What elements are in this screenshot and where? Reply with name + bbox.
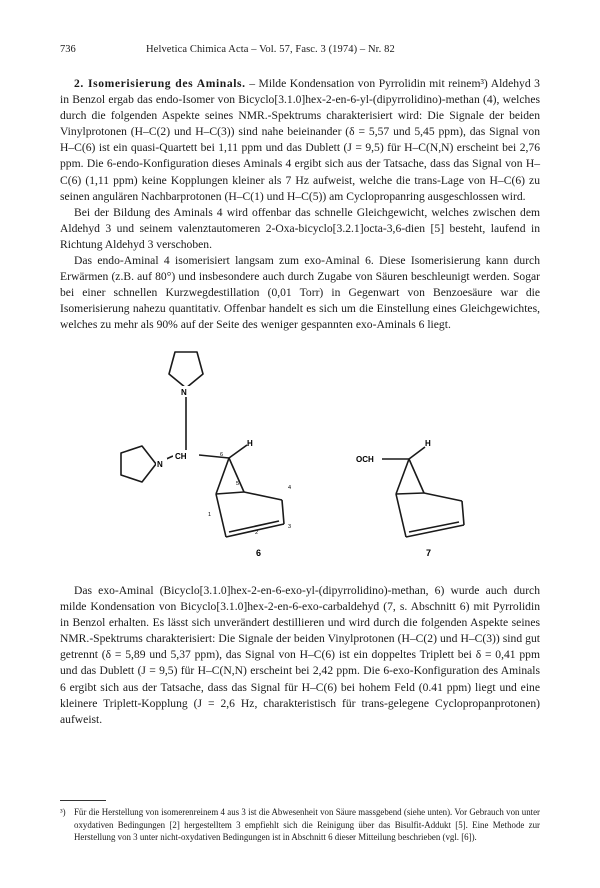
bond-c6-c1-7 <box>396 459 409 494</box>
bond-c3-c4 <box>282 500 284 524</box>
structure-drawing <box>60 348 540 578</box>
bond-c6-c1 <box>216 458 229 494</box>
hydrogen-label-7: H <box>425 439 431 448</box>
running-head: Helvetica Chimica Acta – Vol. 57, Fasc. 3 (1974) – Nr. 82 <box>146 44 395 55</box>
compound-label-7: 7 <box>426 548 432 558</box>
pyrrolidine-ring-top <box>169 352 203 388</box>
footnote <box>60 806 540 844</box>
nitrogen-label-left: N <box>157 460 163 469</box>
bond-c6-h <box>229 445 247 458</box>
paragraph-4: Das exo-Aminal (Bicyclo[3.1.0]hex-2-en-6-exo-yl-(dipyrrolidino)-methan, 6) wurde auch durch milde Kondensation von Bicyclo[3.1.0]hex-2-en-6-exo-carbaldehyd (7, s. Abschnitt 6) mit Pyrrolidin in Benzol erhalten. Es lässt sich unverändert destillieren und wird durch die folgenden Aspekte seines NMR.-Spektrums charakterisiert: Die Signale der beiden Vinylprotonen (H–C(2) und H–C(3)) sind gut getrennt (δ = 5,89 und 5,37 ppm), das Signal von H–C(6) ist ein doppeltes Triplett bei δ = 0,41 ppm und das Dublett (J = 9,5) für H–C(N,N) erscheint bei 2,42 ppm. Die 6-exo-Konfiguration des Aminals 6 ergibt sich aus der Tatsache, dass das Signal für H–C(6) bei hohem Feld (0.41 ppm) liegt und eine kleinere Triplett-Kopplung (J = 2,6 Hz, charakteristisch für trans-gelegene Cyclopropanprotonen) aufweist. <box>60 584 540 726</box>
bond-c1-c2 <box>216 494 226 537</box>
footnote-rule <box>60 800 106 801</box>
atom-number-6: 6 <box>220 452 224 458</box>
paragraph-2: Bei der Bildung des Aminals 4 wird offenbar das schnelle Gleichgewicht, welches zwischen dem Aldehyd 3 und seinem valenztautomeren 2-Oxa-bicyclo[3.2.1]octa-3,6-dien [5] besteht, laufend in Richtung Aldehyd 3 verschoben. <box>60 205 540 251</box>
paragraph-1-text: – Milde Kondensation von Pyrrolidin mit reinem³) Aldehyd 3 in Benzol ergab das endo-Isomer von Bicyclo[3.1.0]hex-2-en-6-yl-(dipyrrolidino)-methan (4), welches durch die folgenden Aspekte seines NMR.-Spektrums charakterisiert wird: Die Signale der beiden Vinylprotonen (H–C(2) und H–C(3)) sind nahe beieinander (δ = 5,57 und 5,45 ppm), das Signal von H–C(6) ist ein quasi-Quartett bei 1,11 ppm und das Dublett (J = 9,5) für H–C(N,N) erscheint bei 2,76 ppm. Die 6-endo-Konfiguration dieses Aminals 4 ergibt sich aus der Tatsache, dass das Signal von H–C(6) (1,11 ppm) keine Kopplungen kleiner als 7 Hz aufweist, welche die trans-Lage von H–C(6) zu seinen angulären Nachbarprotonen (H–C(1) und H–C(5)) am Cyclopropanring ausgeschlossen wird. <box>60 77 540 203</box>
text-block-lower <box>60 583 540 728</box>
text-block-upper <box>60 76 540 334</box>
atom-number-1: 1 <box>208 512 212 518</box>
ch-label: CH <box>175 452 187 461</box>
compound-label-6: 6 <box>256 548 262 558</box>
bond-c4-c5 <box>244 492 282 500</box>
paragraph-1 <box>60 76 540 205</box>
pyrrolidine-ring-left <box>121 446 156 482</box>
bond-ch-c6 <box>199 455 229 458</box>
atom-number-3: 3 <box>288 524 292 530</box>
bond-c6-c5-7 <box>409 459 424 493</box>
page-number: 736 <box>60 44 76 55</box>
atom-number-5: 5 <box>236 481 240 487</box>
bond-c1-c5 <box>216 492 244 494</box>
footnote-text: Für die Herstellung von isomerenreinem 4 aus 3 ist die Abwesenheit von Säure massgebend (siehe unten). Vor Gebrauch von unter oxydativen Bedingungen [2] hergestelltem 3 empfiehlt sich die Reinigung über das Bisulfit-Addukt [5]. Eine Methode zur Herstellung von 3 unter nicht-oxydativen Bedingungen ist in Abschnitt 6 dieser Mitteilung beschrieben (vgl. [6]). <box>74 807 540 843</box>
hydrogen-label-6: H <box>247 439 253 448</box>
bond-c1-c2-7 <box>396 494 406 537</box>
running-header <box>60 44 540 60</box>
bond-c3-c4-7 <box>462 501 464 525</box>
och-label: OCH <box>356 455 374 464</box>
bond-c4-c5-7 <box>424 493 462 501</box>
nitrogen-label-top: N <box>181 388 187 397</box>
bond-c6-h-7 <box>409 447 425 459</box>
section-title: 2. Isomerisierung des Aminals. <box>74 77 246 90</box>
paragraph-3: Das endo-Aminal 4 isomerisiert langsam zum exo-Aminal 6. Diese Isomerisierung kann durch Erwärmen (z.B. auf 80°) und insbesondere auch durch Zugabe von Säuren beschleunigt werden. Sogar bei einer schnellen Kurzwegdestillation (0,01 Torr) in Gegenwart von Benzoesäure war die Isomerisierung nahezu quantitativ. Offenbar handelt es sich um die Einstellung eines Gleichgewichtes, welches zu mehr als 90% auf der Seite des weniger gespannten exo-Aminals 6 liegt. <box>60 254 540 332</box>
atom-number-2: 2 <box>255 530 259 536</box>
bond-c1-c5-7 <box>396 493 424 494</box>
footnote-marker: ³) <box>60 807 66 817</box>
structure-figure <box>60 348 540 578</box>
atom-number-4: 4 <box>288 485 292 491</box>
